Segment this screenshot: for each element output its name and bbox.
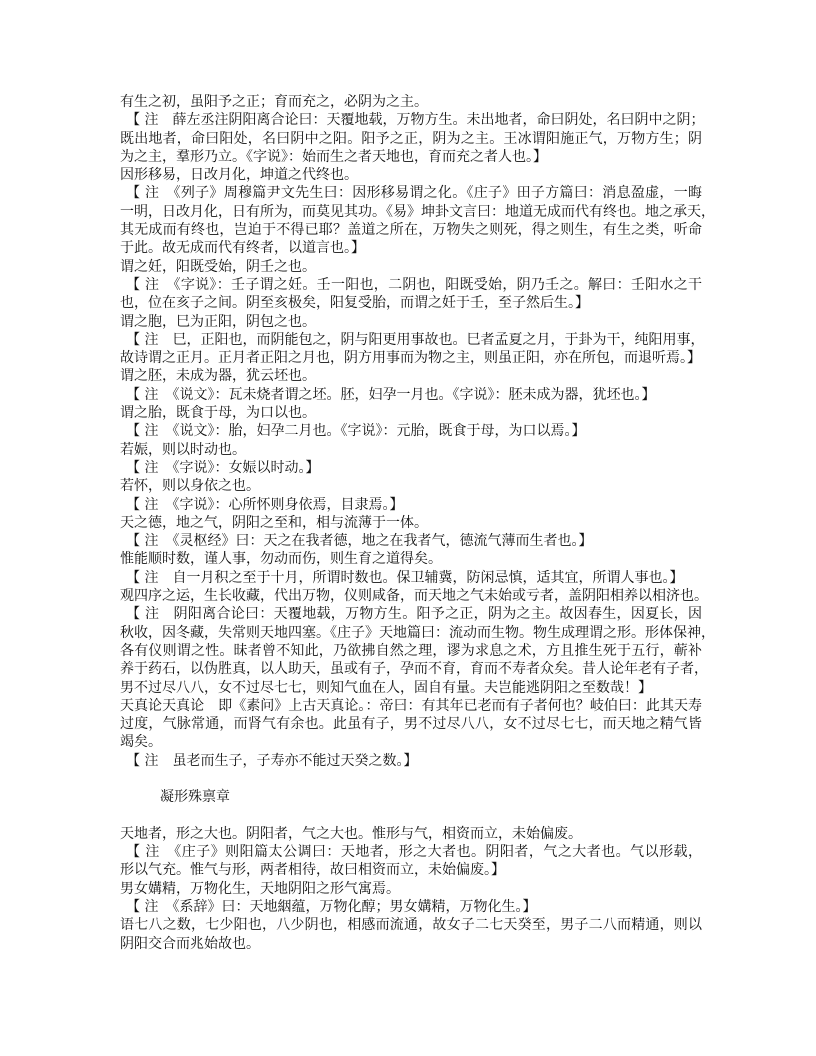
text-line: 天地者，形之大也。阴阳者，气之大也。惟形与气，相资而立，未始偏废。 [120, 825, 582, 842]
annotation-paragraph [120, 843, 702, 880]
text-line: 谓之妊，阳既受始，阴壬之也。 [120, 258, 316, 275]
text-line: 阴阳交合而兆始故也。 [120, 935, 260, 952]
text-line: 于此。故无成而代有终者，以道言也。】 [120, 240, 365, 257]
text-line: 其无成而有终也，岂迫于不得已耶？盖道之所在，万物失之则死，得之则生，有生之类，听命 [120, 222, 702, 239]
blank-line [120, 770, 702, 788]
annotation-paragraph [120, 752, 702, 770]
text-line: 若怀，则以身依之也。 [120, 478, 260, 495]
text-paragraph [120, 587, 708, 605]
text-line: 【 注 《字说》：壬子谓之妊。壬一阳也，二阴也，阳既受始，阴乃壬之。解曰：壬阳水之干 [126, 276, 702, 293]
text-line: 谓之胞，巳为正阳，阴包之也。 [120, 313, 316, 330]
text-line: 【 注 虽老而生子，子寿亦不能过天癸之数。】 [126, 752, 418, 769]
text-paragraph [120, 514, 702, 532]
text-line: 为之主，羣形乃立。《字说》：始而生之者天地也，育而充之者人也。】 [120, 148, 547, 165]
chapter-heading [120, 788, 702, 806]
text-line: 天之德，地之气，阴阳之至和，相与流薄于一体。 [120, 514, 428, 531]
text-line: 故诗谓之正月。正月者正阳之月也，阴方用事而为物之主，则虽正阳，亦在所包，而退听焉。】 [120, 350, 701, 367]
text-line: 【 注 《说文》：瓦未烧者谓之坯。胚，妇孕一月也。《字说》：胚未成为器，犹坯也。】 [126, 386, 656, 403]
text-line: 【 注 《字说》：心所怀则身依焉，目隶焉。】 [126, 496, 404, 513]
annotation-paragraph [120, 422, 702, 440]
text-line: 凝形殊禀章 [160, 789, 230, 806]
text-paragraph [120, 550, 702, 568]
text-line: 有生之初，虽阳予之正；育而充之，必阴为之主。 [120, 94, 428, 110]
text-paragraph [120, 166, 702, 184]
text-line: 【 注 《说文》：胎，妇孕二月也。《字说》：元胎，既食于母，为口以焉。】 [126, 423, 586, 440]
text-paragraph [120, 313, 702, 331]
annotation-paragraph [120, 184, 715, 257]
text-paragraph [120, 825, 702, 843]
annotation-paragraph [120, 276, 702, 313]
text-line: 天真论天真论 即《素问》上古天真论。：帝曰：有其年已老而有子者何也？岐伯曰：此其天寿 [120, 697, 702, 714]
text-paragraph [120, 404, 702, 422]
text-line: 秋收，因冬藏，失常则天地四塞。《庄子》天地篇曰：流动而生物。物生成理谓之形。形体保神， [120, 624, 715, 641]
text-line: 竭矣。 [120, 734, 162, 751]
text-line: 语七八之数，七少阳也，八少阴也，相感而流通，故女子二七天癸至，男子二八而精通，则以 [120, 917, 702, 934]
text-line: 【 注 《字说》：女娠以时动。】 [126, 459, 320, 476]
text-line: 既出地者，命曰阳处，名曰阴中之阳。阳予之正，阴为之主。王冰谓阳施正气，万物方生；阴 [120, 130, 702, 147]
text-paragraph [120, 477, 702, 495]
text-line: 一明，日改月化，日有所为，而莫见其功。《易》坤卦文言曰：地道无成而代有终也。地之承天， [120, 203, 715, 220]
text-paragraph [120, 93, 702, 111]
text-paragraph [120, 916, 702, 953]
text-line: 【 注 《系辞》曰：天地絪蕴，万物化醇；男女媾精，万物化生。】 [126, 899, 537, 916]
text-line: 男女媾精，万物化生，天地阴阳之形气寓焉。 [120, 880, 400, 897]
annotation-paragraph [120, 605, 715, 696]
annotation-paragraph [120, 386, 702, 404]
text-line: 也，位在亥子之间。阴至亥极矣，阳复受胎，而谓之妊于壬，至子然后生。】 [120, 295, 589, 312]
text-line: 因形移易，日改月化，坤道之代终也。 [120, 167, 358, 184]
annotation-paragraph [120, 898, 702, 916]
text-line: 【 注 自一月积之至于十月，所谓时数也。保卫辅冀，防闲忌慎，适其宜，所谓人事也。】 [126, 569, 684, 586]
text-line: 【 注 《灵枢经》曰：天之在我者德，地之在我者气，德流气薄而生者也。】 [126, 533, 593, 550]
text-line: 过度，气脉常通，而肾气有余也。此虽有子，男不过尽八八，女不过尽七七，而天地之精气皆 [120, 716, 702, 733]
annotation-paragraph [120, 111, 705, 166]
text-line: 【 注 《列子》周穆篇尹文先生曰：因形移易谓之化。《庄子》田子方篇曰：消息盈虚，一晦 [126, 185, 702, 202]
annotation-paragraph [120, 331, 705, 368]
text-line: 惟能顺时数，谨人事，勿动而伤，则生育之道得矣。 [120, 551, 442, 568]
annotation-paragraph [120, 496, 702, 514]
text-line: 【 注 《庄子》则阳篇太公调曰：天地者，形之大者也。阴阳者，气之大者也。气以形载， [126, 844, 702, 861]
text-line: 【 注 巳，正阳也，而阴能包之，阴与阳更用事故也。巳者孟夏之月，于卦为干，纯阳用事， [126, 331, 705, 348]
blank-line [120, 807, 702, 825]
document-body [120, 93, 715, 953]
text-line: 养于药石，以伪胜真，以人助天，虽或有子，孕而不育，育而不寿者众矣。昔人论年老有子者， [120, 661, 708, 678]
text-paragraph [120, 880, 702, 898]
text-line: 谓之胚，未成为器，犹云坯也。 [120, 368, 316, 385]
text-line: 观四序之运，生长收藏，代出万物，仪则咸备，而天地之气未始或亏者，盖阴阳相养以相济也。 [120, 588, 708, 605]
text-paragraph [120, 441, 702, 459]
annotation-paragraph [120, 459, 702, 477]
text-line: 各有仪则谓之性。昧者曾不知此，乃欲拂自然之理，谬为求息之术，方且推生死于五行，蕲补 [120, 642, 702, 659]
text-paragraph [120, 367, 702, 385]
text-line: 【 注 薛左丞注阴阳离合论曰：天覆地载，万物方生。未出地者，命曰阴处，名曰阴中之阴； [126, 112, 705, 129]
annotation-paragraph [120, 532, 702, 550]
text-paragraph [120, 697, 702, 752]
text-line: 男不过尽八八，女不过尽七七，则知气血在人，固自有量。夫岂能逃阴阳之至数哉！】 [120, 679, 652, 696]
text-line: 谓之胎，既食于母，为口以也。 [120, 405, 316, 422]
annotation-paragraph [120, 569, 702, 587]
text-line: 形以气充。惟气与形，两者相待，故曰相资而立，未始偏废。】 [120, 862, 505, 879]
text-paragraph [120, 258, 702, 276]
text-line: 若娠，则以时动也。 [120, 441, 246, 458]
text-line: 【 注 阴阳离合论曰：天覆地载，万物方生。阳予之正，阴为之主。故因春生，因夏长，因 [126, 606, 702, 623]
